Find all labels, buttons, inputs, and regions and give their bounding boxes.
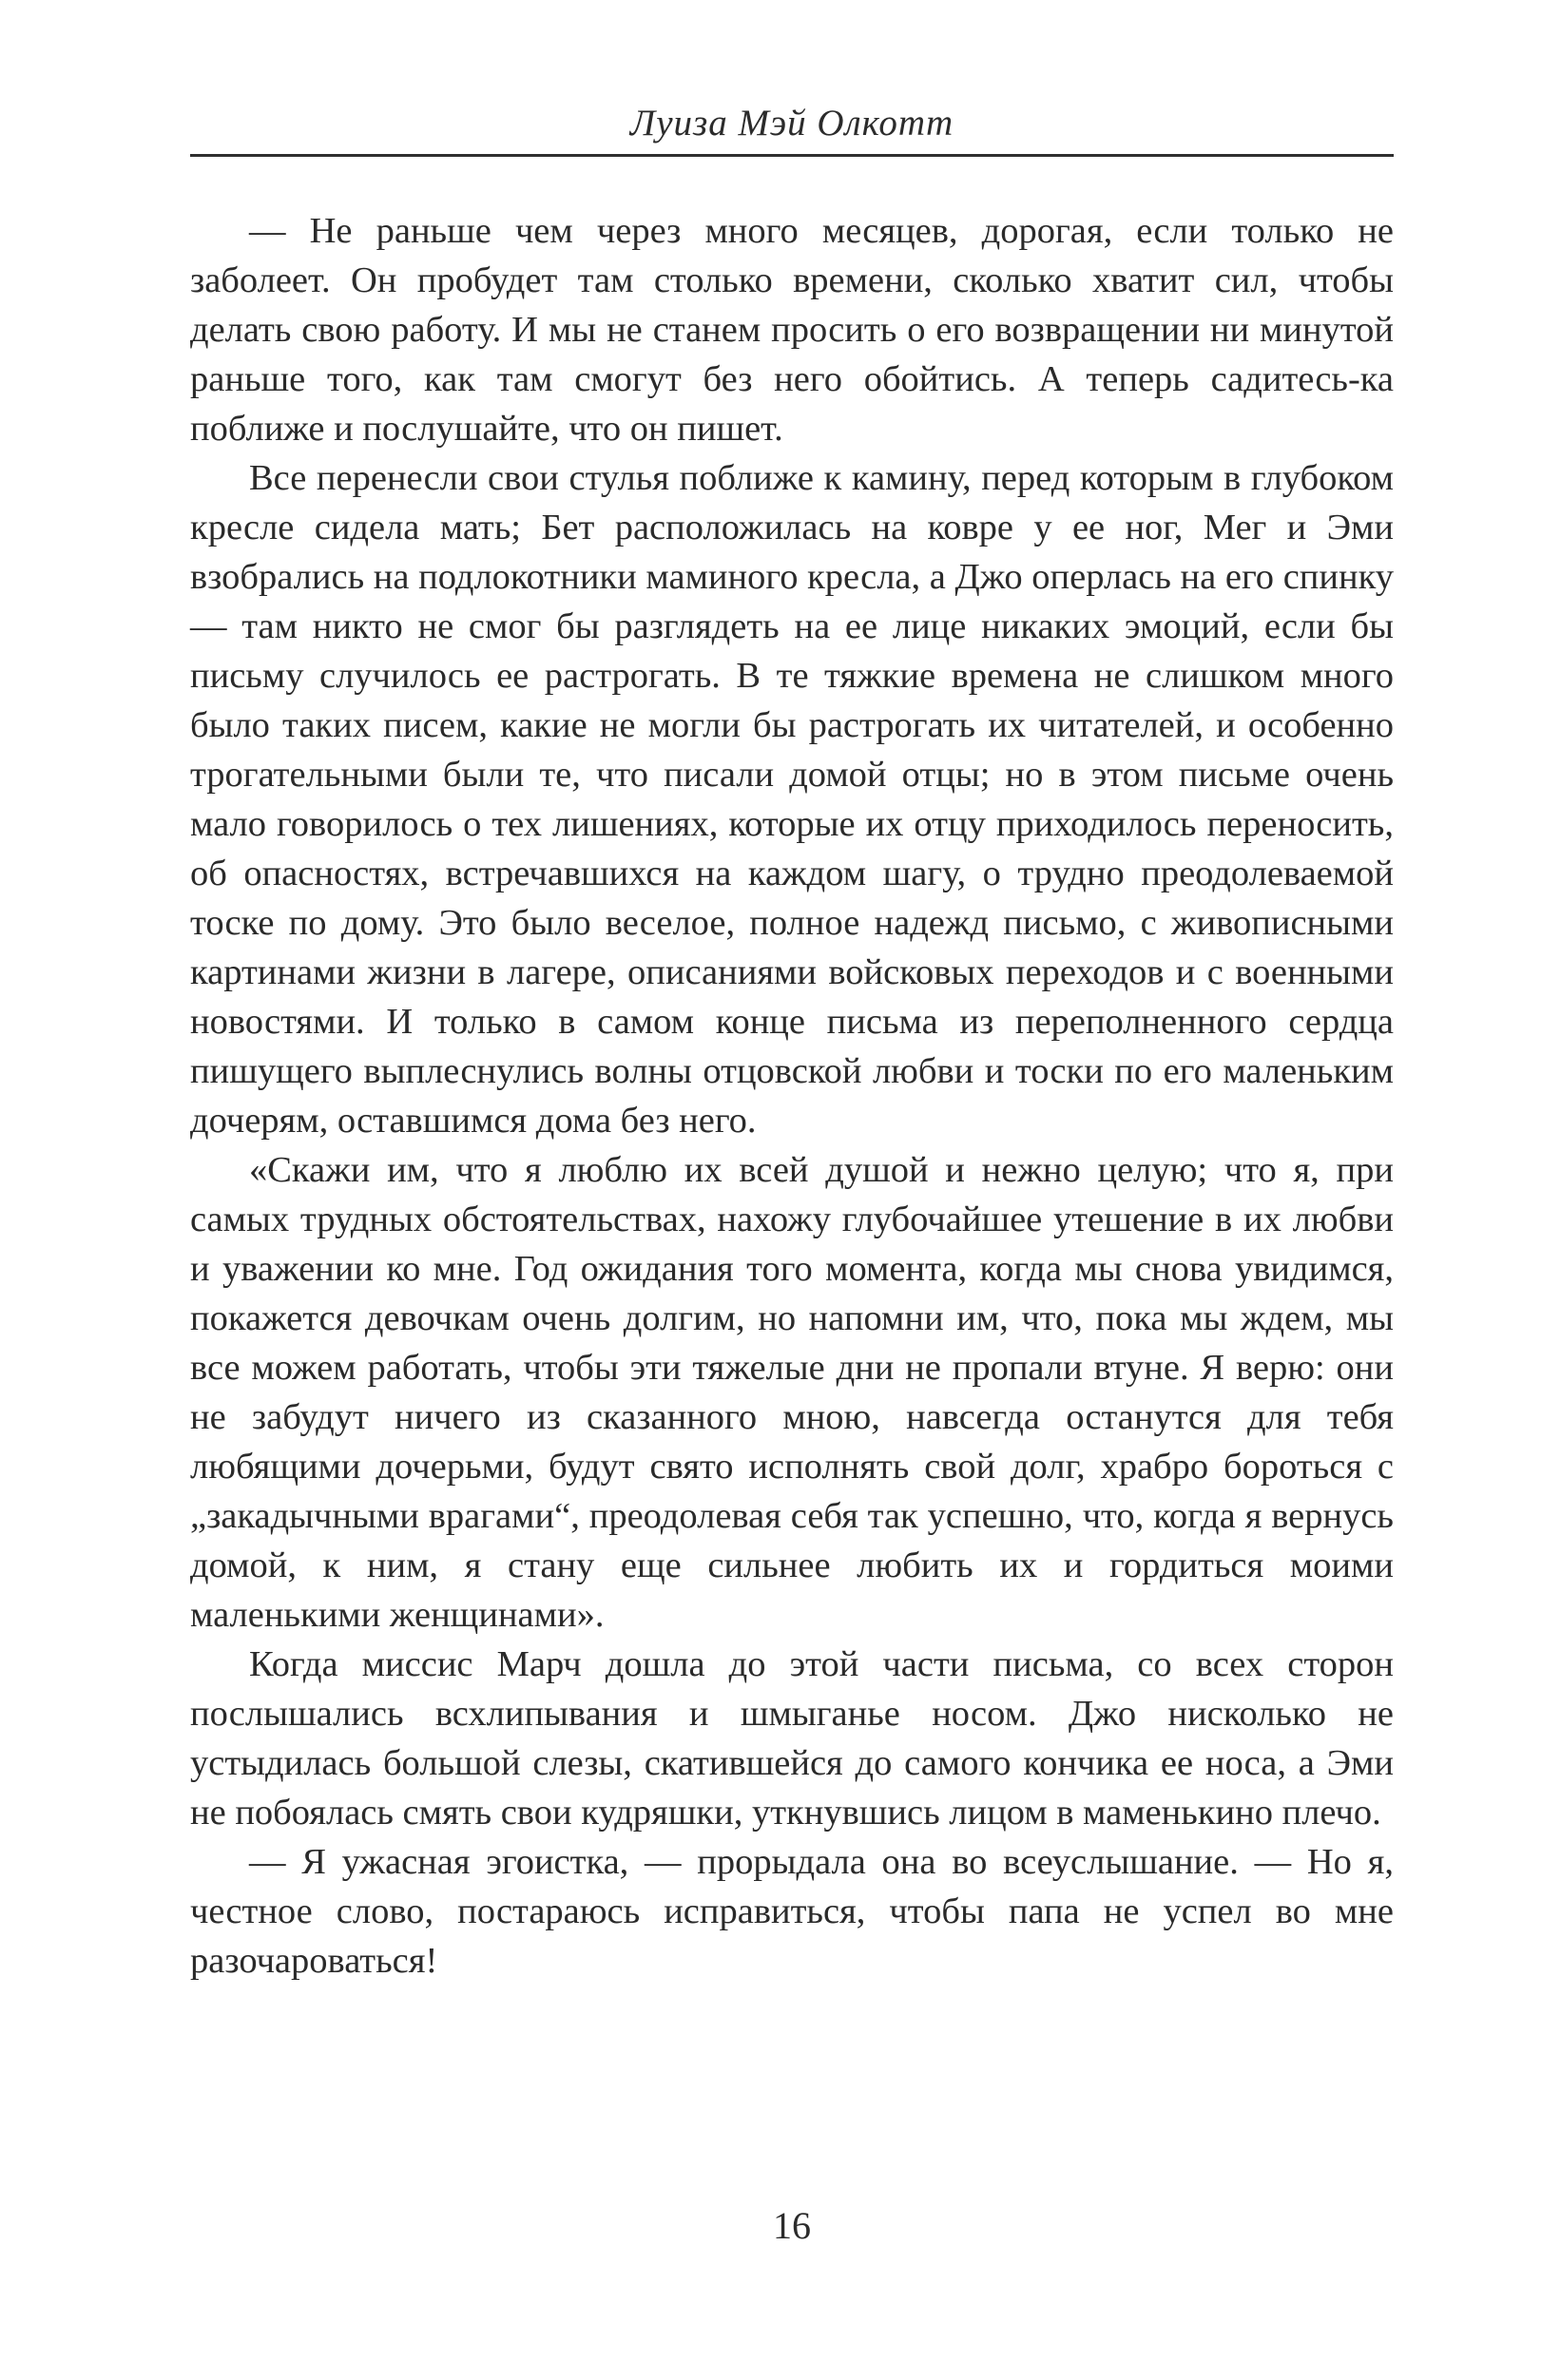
- body-text: [190, 206, 1394, 1986]
- running-head-author: Луиза Мэй Олкотт: [629, 103, 954, 144]
- page-number: 16: [773, 2204, 811, 2247]
- book-page: [190, 103, 1394, 2289]
- paragraph: «Скажи им, что я люблю их всей душой и нежно целую; что я, при самых трудных обстоятельствах, нахожу глубочайшее утешение в их любви и уважении ко мне. Год ожидания того момента, когда мы снова увидимся, покажется девочкам очень долгим, но напомни им, что, пока мы ждем, мы все можем работать, чтобы эти тяжелые дни не пропали втуне. Я верю: они не забудут ничего из сказанного мною, навсегда останутся для тебя любящими дочерьми, будут свято исполнять свой долг, храбро бороться с „закадычными врагами“, преодолевая себя так успешно, что, когда я вернусь домой, к ним, я стану еще сильнее любить их и гордиться моими маленькими женщинами».: [190, 1150, 1394, 1635]
- paragraph: — Я ужасная эгоистка, — прорыдала она во всеуслышание. — Но я, честное слово, постараюсь исправиться, чтобы папа не успел во мне разочароваться!: [190, 1842, 1394, 1981]
- paragraph: — Не раньше чем через много месяцев, дорогая, если только не заболеет. Он пробудет там столько времени, сколько хватит сил, чтобы делать свою работу. И мы не станем просить о его возвращении ни минутой раньше того, как там смогут без него обойтись. А теперь садитесь-ка поближе и послушайте, что он пишет.: [190, 211, 1394, 449]
- header-rule: [190, 154, 1394, 157]
- paragraph: Все перенесли свои стулья поближе к камину, перед которым в глубоком кресле сидела мать; Бет расположилась на ковре у ее ног, Мег и Эми взобрались на подлокотники маминого кресла, а Джо оперлась на его спинку — там никто не смог бы разглядеть на ее лице никаких эмоций, если бы письму случилось ее растрогать. В те тяжкие времена не слишком много было таких писем, какие не могли бы растрогать их читателей, и особенно трогательными были те, что писали домой отцы; но в этом письме очень мало говорилось о тех лишениях, которые их отцу приходилось переносить, об опасностях, встречавшихся на каждом шагу, о трудно преодолеваемой тоске по дому. Это было веселое, полное надежд письмо, с живописными картинами жизни в лагере, описаниями войсковых переходов и с военными новостями. И только в самом конце письма из переполненного сердца пишущего выплеснулись волны отцовской любви и тоски по его маленьким дочерям, оставшимся дома без него.: [190, 458, 1394, 1141]
- paragraph: Когда миссис Марч дошла до этой части письма, со всех сторон послышались всхлипывания и шмыганье носом. Джо нисколько не устыдилась большой слезы, скатившейся до самого кончика ее носа, а Эми не побоялась смять свои кудряшки, уткнувшись лицом в маменькино плечо.: [190, 1644, 1394, 1833]
